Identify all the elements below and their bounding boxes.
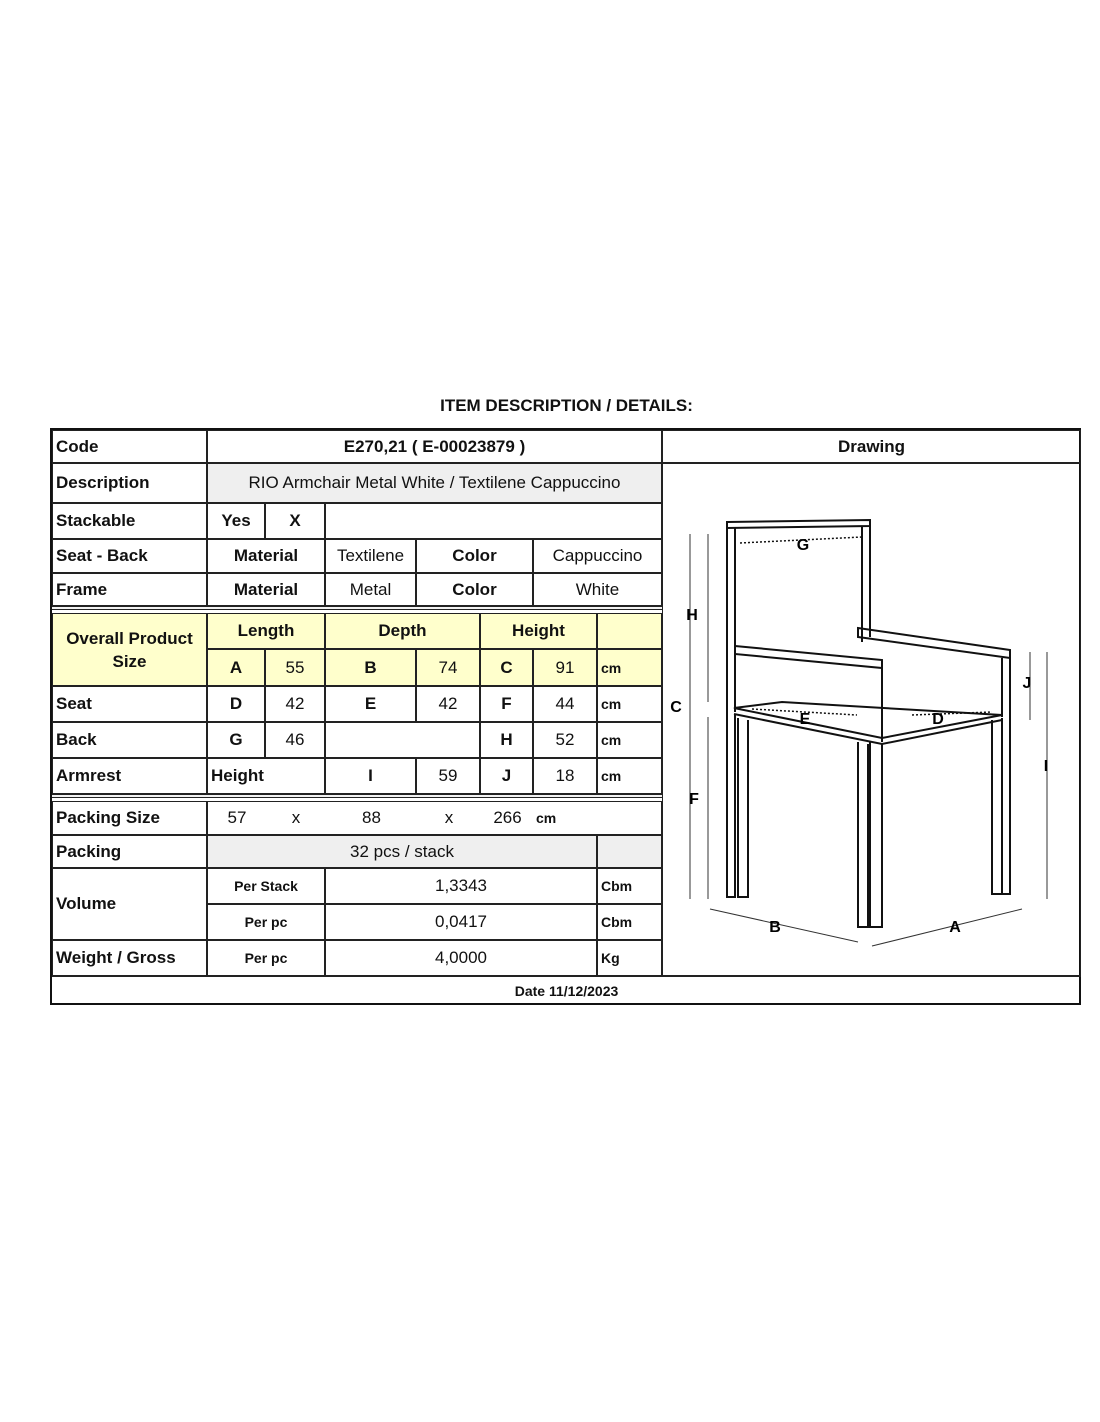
armrest-unit: cm	[597, 758, 662, 794]
dim-g-marker: G	[796, 537, 810, 554]
weight-value: 4,0000	[325, 940, 597, 976]
dim-b-value: 74	[416, 649, 480, 686]
overall-size-label: Overall Product Size	[52, 613, 207, 686]
details-table	[50, 428, 1081, 1005]
length-header: Length	[207, 613, 325, 649]
dim-h-marker: H	[686, 607, 698, 624]
dim-h-letter: H	[480, 722, 533, 758]
dim-d-marker: D	[932, 711, 944, 728]
dim-i-letter: I	[325, 758, 416, 794]
depth-header: Depth	[325, 613, 480, 649]
dim-b-letter: B	[325, 649, 416, 686]
dim-g-value: 46	[265, 722, 325, 758]
packing-length: 57	[227, 808, 247, 827]
weight-label: Weight / Gross	[52, 940, 207, 976]
dim-e-value: 42	[416, 686, 480, 722]
packing-empty	[597, 835, 662, 868]
dim-i-marker: I	[1043, 758, 1049, 775]
volume-per-pc-value: 0,0417	[325, 904, 597, 940]
armrest-label: Armrest	[52, 758, 207, 794]
stackable-yes-label: Yes	[207, 503, 265, 539]
seat-unit: cm	[597, 686, 662, 722]
packing-size-value	[207, 801, 662, 835]
dim-e-letter: E	[325, 686, 416, 722]
seat-back-material: Textilene	[325, 539, 416, 573]
description-value: RIO Armchair Metal White / Textilene Cappuccino	[207, 463, 662, 503]
height-header: Height	[480, 613, 597, 649]
dim-c-value: 91	[533, 649, 597, 686]
dim-a-marker: A	[949, 919, 961, 936]
code-label: Code	[52, 430, 207, 463]
packing-unit: cm	[536, 810, 557, 826]
volume-per-pc-label: Per pc	[207, 904, 325, 940]
frame-label: Frame	[52, 573, 207, 606]
code-value: E270,21 ( E-00023879 )	[207, 430, 662, 463]
volume-per-stack-value: 1,3343	[325, 868, 597, 904]
dim-b-marker: B	[769, 919, 781, 936]
dim-a-value: 55	[265, 649, 325, 686]
dim-a-letter: A	[207, 649, 265, 686]
seat-back-color: Cappuccino	[533, 539, 662, 573]
weight-per-pc-label: Per pc	[207, 940, 325, 976]
description-label: Description	[52, 463, 207, 503]
dim-f-marker: F	[689, 791, 699, 808]
volume-per-pc-unit: Cbm	[597, 904, 662, 940]
volume-per-stack-label: Per Stack	[207, 868, 325, 904]
dim-g-letter: G	[207, 722, 265, 758]
packing-x2: x	[444, 808, 454, 827]
date-footer: Date 11/12/2023	[52, 976, 1081, 1005]
seat-back-material-label: Material	[207, 539, 325, 573]
dim-h-value: 52	[533, 722, 597, 758]
sheet-title: ITEM DESCRIPTION / DETAILS:	[440, 396, 693, 415]
seat-label: Seat	[52, 686, 207, 722]
dim-j-marker: J	[1022, 675, 1032, 692]
dim-c-marker: C	[670, 699, 682, 716]
dim-d-value: 42	[265, 686, 325, 722]
armrest-height-label: Height	[207, 758, 325, 794]
frame-material: Metal	[325, 573, 416, 606]
overall-header-empty	[597, 613, 662, 649]
dim-i-value: 59	[416, 758, 480, 794]
packing-x1: x	[291, 808, 301, 827]
overall-unit: cm	[597, 649, 662, 686]
dim-e-marker: E	[799, 711, 811, 728]
weight-unit: Kg	[597, 940, 662, 976]
separator	[52, 606, 662, 610]
stackable-empty	[325, 503, 662, 539]
packing-value: 32 pcs / stack	[207, 835, 597, 868]
packing-height: 266	[493, 808, 522, 827]
back-empty	[325, 722, 480, 758]
frame-color: White	[533, 573, 662, 606]
separator	[52, 794, 662, 798]
seat-back-color-label: Color	[416, 539, 533, 573]
dim-c-letter: C	[480, 649, 533, 686]
dim-f-value: 44	[533, 686, 597, 722]
stackable-yes-mark: X	[265, 503, 325, 539]
seat-back-label: Seat - Back	[52, 539, 207, 573]
back-label: Back	[52, 722, 207, 758]
frame-material-label: Material	[207, 573, 325, 606]
back-unit: cm	[597, 722, 662, 758]
packing-label: Packing	[52, 835, 207, 868]
dim-j-letter: J	[480, 758, 533, 794]
packing-size-label: Packing Size	[52, 801, 207, 835]
dim-f-letter: F	[480, 686, 533, 722]
dim-d-letter: D	[207, 686, 265, 722]
dim-j-value: 18	[533, 758, 597, 794]
stackable-label: Stackable	[52, 503, 207, 539]
chair-drawing	[662, 462, 1081, 975]
frame-color-label: Color	[416, 573, 533, 606]
volume-per-stack-unit: Cbm	[597, 868, 662, 904]
drawing-header: Drawing	[662, 430, 1081, 463]
volume-label: Volume	[52, 868, 207, 940]
packing-width: 88	[362, 808, 381, 827]
